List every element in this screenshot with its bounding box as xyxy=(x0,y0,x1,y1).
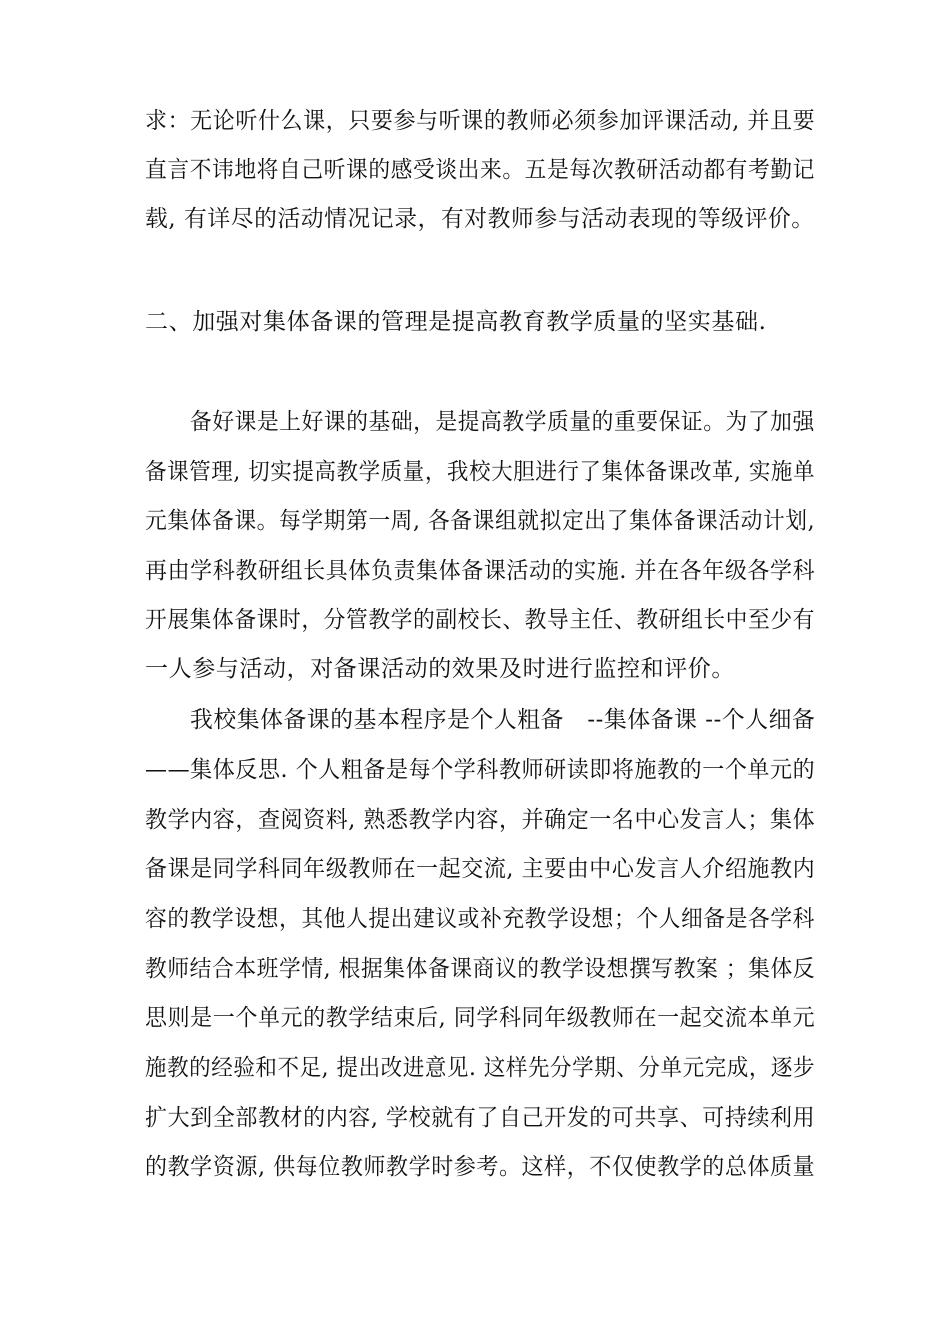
text-line: 载, 有详尽的活动情况记录，有对教师参与活动表现的等级评价。 xyxy=(145,206,815,232)
text-line: 元集体备课。每学期第一周, 各备课组就拟定出了集体备课活动计划, xyxy=(145,508,816,534)
text-line: 直言不讳地将自己听课的感受谈出来。五是每次教研活动都有考勤记 xyxy=(145,157,815,183)
text-line: 开展集体备课时，分管教学的副校长、教导主任、教研组长中至少有 xyxy=(145,607,815,633)
section-heading: 二、加强对集体备课的管理是提高教育教学质量的坚实基础. xyxy=(145,309,767,335)
text-line: ——集体反思. 个人粗备是每个学科教师研读即将施教的一个单元的 xyxy=(145,757,816,783)
text-line: 容的教学设想，其他人提出建议或补充教学设想；个人细备是各学科 xyxy=(145,906,815,932)
text-line: 教师结合本班学情, 根据集体备课商议的教学设想撰写教案 ；集体反 xyxy=(145,956,816,982)
text-line: 求：无论听什么课，只要参与听课的教师必须参加评课活动, 并且要 xyxy=(145,108,816,134)
text-line: 再由学科教研组长具体负责集体备课活动的实施. 并在各年级各学科 xyxy=(145,558,816,584)
text-line: 一人参与活动，对备课活动的效果及时进行监控和评价。 xyxy=(145,656,735,682)
text-line: 备课是同学科同年级教师在一起交流, 主要由中心发言人介绍施教内 xyxy=(145,856,816,882)
text-line: 思则是一个单元的教学结束后, 同学科同年级教师在一起交流本单元 xyxy=(145,1005,816,1031)
text-line: 扩大到全部教材的内容, 学校就有了自己开发的可共享、可持续利用 xyxy=(145,1105,816,1131)
text-line: 我校集体备课的基本程序是个人粗备 --集体备课 --个人细备 xyxy=(190,707,816,733)
text-line: 备课管理, 切实提高教学质量，我校大胆进行了集体备课改革, 实施单 xyxy=(145,459,816,485)
text-line: 教学内容，查阅资料, 熟悉教学内容，并确定一名中心发言人；集体 xyxy=(145,807,816,833)
text-line: 备好课是上好课的基础，是提高教学质量的重要保证。为了加强 xyxy=(190,409,815,435)
text-line: 的教学资源, 供每位教师教学时参考。这样，不仅使教学的总体质量 xyxy=(145,1154,816,1180)
text-line: 施教的经验和不足, 提出改进意见. 这样先分学期、分单元完成，逐步 xyxy=(145,1055,816,1081)
